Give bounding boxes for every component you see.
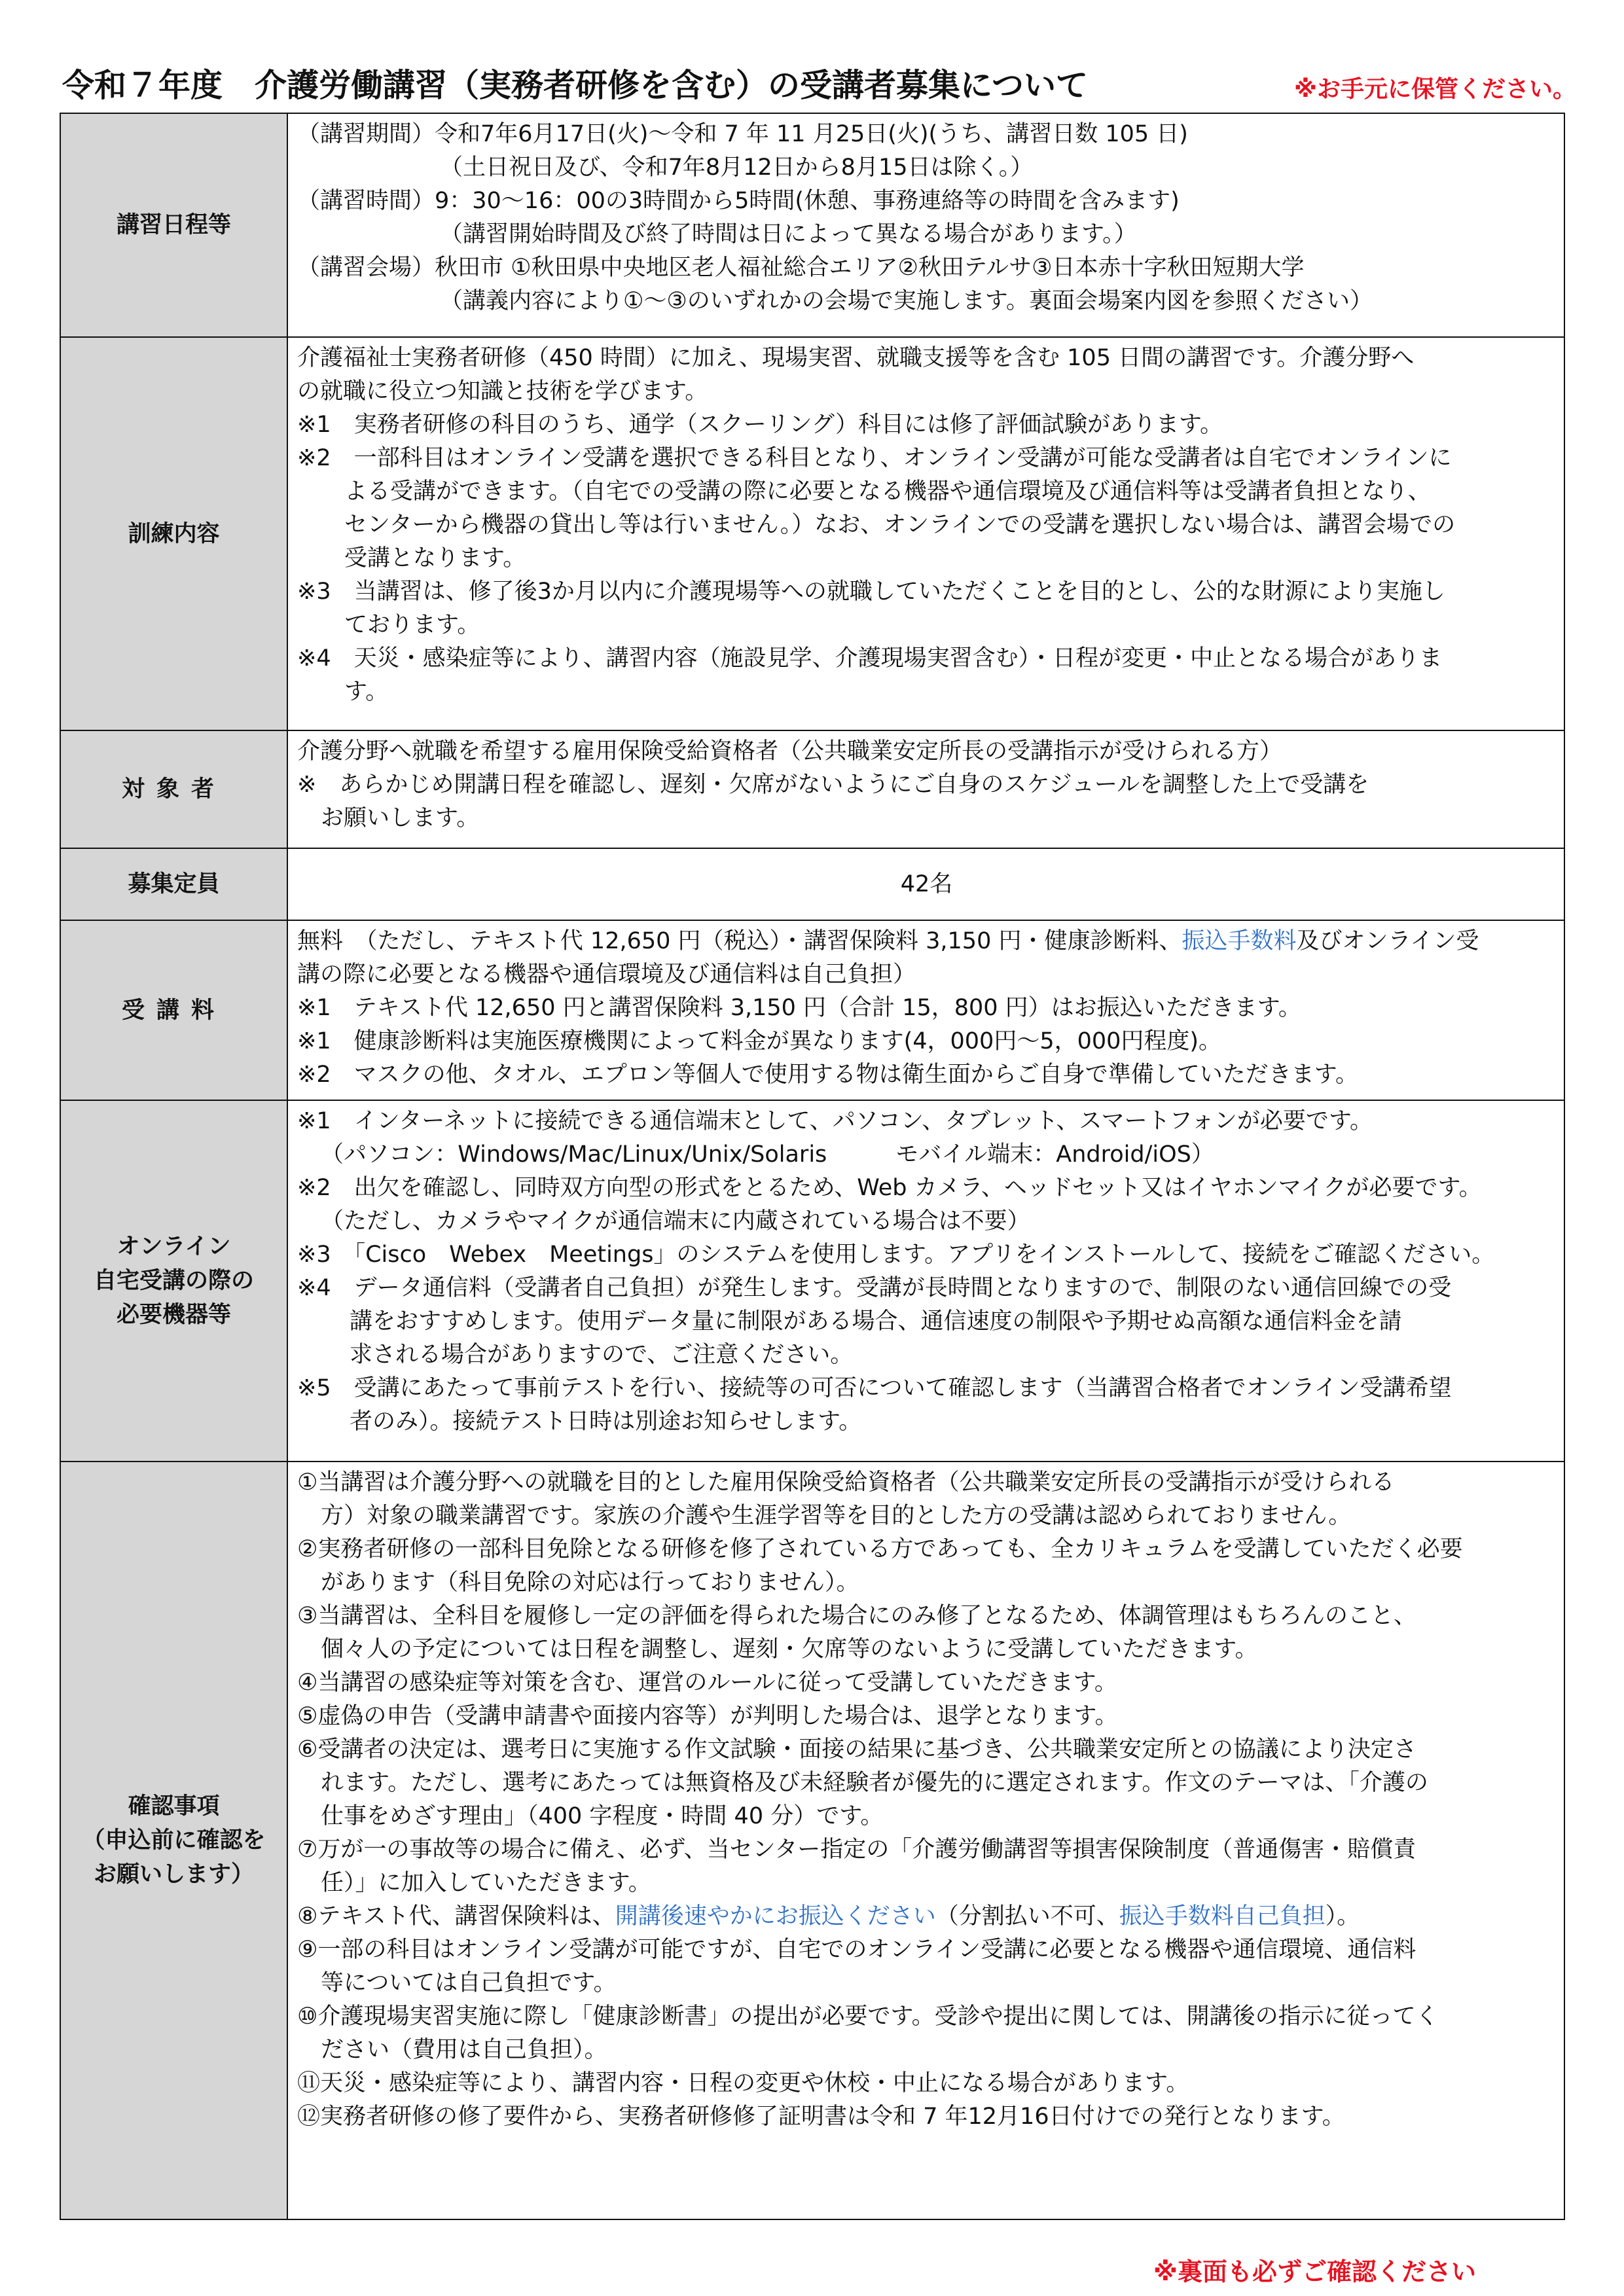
label-confirm <box>60 1462 287 2219</box>
text-line: ※4 天災・感染症等により、講習内容（施設見学、介護現場実習含む）・日程が変更・中止となる場合がありま <box>297 645 1443 672</box>
text-line <box>297 925 1556 958</box>
text-line: （講習会場）秋田市 ①秋田県中央地区老人福祉総合エリア②秋田テルサ③日本赤十字秋田短期大学 <box>297 255 1305 281</box>
transfer-fee-highlight: 振込手数料 <box>1182 928 1297 954</box>
text-line: ※4 データ通信料（受講者自己負担）が発生します。受講が長時間となりますので、制限のない通信回線での受 <box>297 1275 1452 1301</box>
text-line: 受講となります。 <box>344 545 526 571</box>
text-line: ⑦万が一の事故等の場合に備え、必ず、当センター指定の「介護労働講習等損害保険制度（普通傷害・賠償責 <box>297 1837 1416 1863</box>
label-online <box>60 1100 287 1462</box>
text-line: ②実務者研修の一部科目免除となる研修を修了されている方であっても、全カリキュラムを受講していただく必要 <box>297 1536 1463 1562</box>
row-capacity <box>60 848 1564 920</box>
text-line <box>297 1900 1556 1933</box>
text-line: ⑤虚偽の申告（受講申請書や面接内容等）が判明した場合は、退学となります。 <box>297 1703 1118 1729</box>
text-line: ⑪天災・感染症等により、講習内容・日程の変更や休校・中止になる場合があります。 <box>297 2070 1189 2096</box>
row-target <box>60 730 1564 848</box>
text-line: ⑥受講者の決定は、選考日に実施する作文試験・面接の結果に基づき、公共職業安定所との協議により決定さ <box>297 1736 1416 1763</box>
text-line: ⑩介護現場実習実施に際し「健康診断書」の提出が必要です。受診や提出に関しては、開講後の指示に従ってく <box>297 2003 1439 2030</box>
text-line: ※1 インターネットに接続できる通信端末として、パソコン、タブレット、スマートフォンが必要です。 <box>297 1108 1373 1134</box>
label-online-line: 自宅受講の際の <box>93 1268 254 1294</box>
text-line: ださい（費用は自己負担）。 <box>321 2037 607 2063</box>
content-online <box>287 1100 1564 1462</box>
text-span: 無料 （ただし、テキスト代 12,650 円（税込）・講習保険料 3,150 円・健康診断料、 <box>297 928 1182 954</box>
label-fee <box>60 920 287 1100</box>
transfer-fee-self-pay-highlight: 振込手数料自己負担 <box>1119 1903 1326 1929</box>
text-line: れます。ただし、選考にあたっては無資格及び未経験者が優先的に選定されます。作文のテーマは、「介護の <box>321 1770 1428 1796</box>
label-confirm-line: （申込前に確認を <box>82 1827 266 1854</box>
text-line: ※3 「Cisco Webex Meetings」のシステムを使用します。アプリをインストールして、接続をご確認ください。 <box>297 1242 1495 1268</box>
text-line: 介護分野へ就職を希望する雇用保険受給資格者（公共職業安定所長の受講指示が受けられる方） <box>297 738 1283 764</box>
text-line: 者のみ）。接続テスト日時は別途お知らせします。 <box>350 1408 862 1435</box>
text-line: ③当講習は、全科目を履修し一定の評価を得られた場合にのみ修了となるため、体調管理はもちろんのこと、 <box>297 1603 1416 1629</box>
text-line: お願いします。 <box>321 805 480 831</box>
text-line: ております。 <box>344 612 480 638</box>
document-title: 令和７年度 介護労働講習（実務者研修を含む）の受講者募集について <box>62 67 1089 104</box>
text-line: （土日祝日及び、令和7年8月12日から8月15日は除く。） <box>440 154 1034 181</box>
text-span: 及びオンライン受 <box>1296 928 1479 954</box>
row-fee <box>60 920 1564 1100</box>
text-line: ⑨一部の科目はオンライン受講が可能ですが、自宅でのオンライン受講に必要となる機器や通信環境、通信料 <box>297 1937 1416 1963</box>
text-line: 介護福祉士実務者研修（450 時間）に加え、現場実習、就職支援等を含む 105 日間の講習です。介護分野へ <box>297 345 1415 371</box>
text-line: 個々人の予定については日程を調整し、遅刻・欠席等のないように受講していただきます。 <box>321 1636 1258 1662</box>
document-header <box>62 55 1587 114</box>
text-line: す。 <box>344 679 389 705</box>
label-target-text: 対象者 <box>121 776 226 802</box>
text-line: ※5 受講にあたって事前テストを行い、接続等の可否について確認します（当講習合格者でオンライン受講希望 <box>297 1375 1452 1401</box>
content-fee <box>287 920 1564 1100</box>
label-training: 訓練内容 <box>60 337 287 730</box>
capacity-value: 42名 <box>900 870 953 897</box>
text-line: ※2 マスクの他、タオル、エプロン等個人で使用する物は衛生面からご自身で準備していただきます。 <box>297 1062 1358 1088</box>
text-line: 任）」に加入していただきます。 <box>321 1870 651 1896</box>
text-line: （パソコン：Windows/Mac/Linux/Unix/Solaris モバイル端末：Android/iOS） <box>321 1141 1214 1168</box>
label-schedule: 講習日程等 <box>60 113 287 337</box>
label-confirm-line: お願いします） <box>93 1861 254 1888</box>
text-span: ）。 <box>1325 1903 1360 1929</box>
text-line: 方）対象の職業講習です。家族の介護や生涯学習等を目的とした方の受講は認められておりません。 <box>321 1503 1352 1529</box>
text-line: 仕事をめざす理由」（400 字程度・時間 40 分）です。 <box>321 1803 884 1829</box>
content-capacity <box>287 848 1564 920</box>
text-line: 等については自己負担です。 <box>321 1970 617 1996</box>
content-target <box>287 730 1564 848</box>
back-side-notice: ※裏面も必ずご確認ください <box>1153 2257 1476 2286</box>
content-confirm <box>287 1462 1564 2219</box>
text-line: 求される場合がありますので、ご注意ください。 <box>350 1342 854 1368</box>
text-line: の就職に役立つ知識と技術を学びます。 <box>297 378 708 404</box>
text-line: 講の際に必要となる機器や通信環境及び通信料は自己負担） <box>297 961 916 988</box>
text-line: センターから機器の貸出し等は行いません。）なお、オンラインでの受講を選択しない場合は、講習会場での <box>344 512 1456 538</box>
text-line: ※1 テキスト代 12,650 円と講習保険料 3,150 円（合計 15，800 円）はお振込いただきます。 <box>297 995 1301 1021</box>
label-fee-text: 受講料 <box>121 997 226 1024</box>
text-line: ※1 健康診断料は実施医療機関によって料金が異なります(4，000円～5，000円程度)。 <box>297 1028 1222 1054</box>
text-line: があります（科目免除の対応は行っておりません）。 <box>321 1570 859 1596</box>
text-line: ※1 実務者研修の科目のうち、通学（スクーリング）科目には修了評価試験があります。 <box>297 412 1223 438</box>
text-line: よる受講ができます。（自宅での受講の際に必要となる機器や通信環境及び通信料等は受講者負担となり、 <box>344 478 1431 505</box>
content-schedule <box>287 113 1564 337</box>
text-span: ⑧テキスト代、講習保険料は、 <box>297 1903 615 1929</box>
text-line: ①当講習は介護分野への就職を目的とした雇用保険受給資格者（公共職業安定所長の受講指示が受けられる <box>297 1469 1395 1496</box>
text-line: （ただし、カメラやマイクが通信端末に内蔵されている場合は不要） <box>321 1208 1030 1234</box>
label-capacity: 募集定員 <box>60 848 287 920</box>
label-online-line: オンライン <box>117 1234 231 1260</box>
text-span: （分割払い不可、 <box>935 1903 1119 1929</box>
row-schedule <box>60 113 1564 337</box>
text-line: ⑫実務者研修の修了要件から、実務者研修修了証明書は令和 7 年12月16日付けでの発行となります。 <box>297 2104 1345 2130</box>
text-line: （講習期間）令和7年6月17日(火)～令和 7 年 11 月25日(火)(うち、講習日数 105 日) <box>297 121 1188 147</box>
text-line: （講習開始時間及び終了時間は日によって異なる場合があります。） <box>440 221 1137 247</box>
text-line: ※3 当講習は、修了後3か月以内に介護現場等への就職していただくことを目的とし、公的な財源により実施し <box>297 579 1445 605</box>
content-training <box>287 337 1564 730</box>
text-line: ④当講習の感染症等対策を含む、運営のルールに従って受講していただきます。 <box>297 1670 1117 1696</box>
keep-notice: ※お手元に保管ください。 <box>1294 76 1576 103</box>
text-line: （講習時間）9：30～16：00の3時間から5時間(休憩、事務連絡等の時間を含みます) <box>297 188 1180 214</box>
pay-promptly-highlight: 開講後速やかにお振込ください <box>615 1903 936 1929</box>
label-confirm-line: 確認事項 <box>128 1793 220 1820</box>
info-table <box>60 113 1565 2220</box>
row-training <box>60 337 1564 730</box>
row-online <box>60 1100 1564 1462</box>
text-line: ※ あらかじめ開講日程を確認し、遅刻・欠席がないようにご自身のスケジュールを調整した上で受講を <box>297 772 1369 798</box>
label-online-line: 必要機器等 <box>116 1302 231 1328</box>
row-confirm <box>60 1462 1564 2219</box>
label-target <box>60 730 287 848</box>
text-line: ※2 出欠を確認し、同時双方向型の形式をとるため、Web カメラ、ヘッドセット又はイヤホンマイクが必要です。 <box>297 1175 1482 1201</box>
text-line: （講義内容により①～③のいずれかの会場で実施します。裏面会場案内図を参照ください） <box>440 288 1373 314</box>
text-line: 講をおすすめします。使用データ量に制限がある場合、通信速度の制限や予期せぬ高額な通信料金を請 <box>350 1308 1402 1335</box>
text-line: ※2 一部科目はオンライン受講を選択できる科目となり、オンライン受講が可能な受講者は自宅でオンラインに <box>297 445 1452 471</box>
